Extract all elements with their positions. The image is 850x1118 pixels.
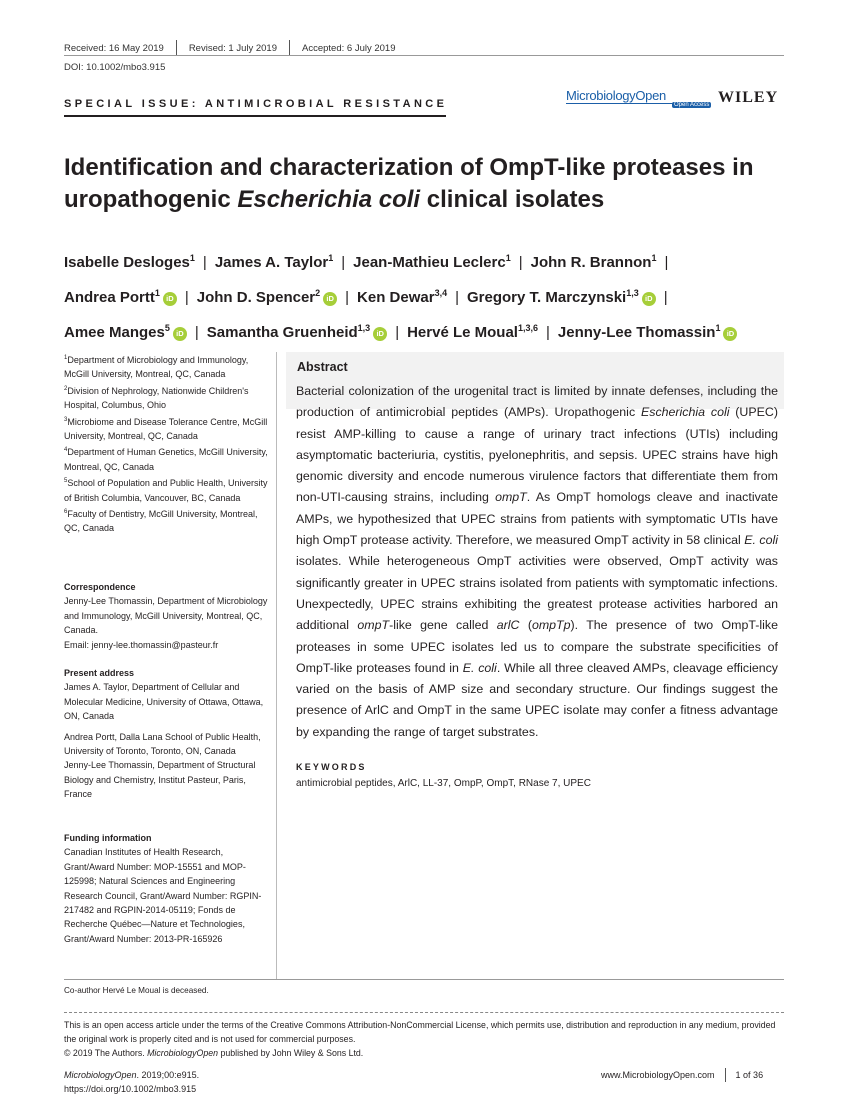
orcid-icon[interactable]: iD <box>173 327 187 341</box>
abstract-segment: isolates. While heterogeneous OmpT activities were observed, OmpT activity was significantly greater in UPEC strains isolated from patients with symptomatic infections. Unexpectedly, UPEC strains exhibiting the greatest protease activities harbored an additional <box>296 554 778 633</box>
author <box>407 324 538 341</box>
author-name: Ken Dewar <box>357 289 435 306</box>
author <box>207 324 387 341</box>
author-separator: | <box>664 254 669 271</box>
author-affiliation-number: 1,3 <box>626 288 639 298</box>
author-name: Jenny-Lee Thomassin <box>557 324 716 341</box>
copyright-text-end: published by John Wiley & Sons Ltd. <box>218 1048 364 1058</box>
divider <box>176 40 177 56</box>
license-block <box>64 1018 784 1060</box>
affiliation-number: 6 <box>64 509 68 516</box>
author <box>531 254 657 271</box>
affiliation <box>64 505 269 536</box>
author-separator: | <box>395 324 400 341</box>
author-affiliation-number: 1 <box>715 323 721 333</box>
abstract-segment: . While all three cleaved AMPs, cleavage efficiency varied on the basis of AMP size and secondary structure. Our findings suggest the presence of ArlC and OmpT in the same UPEC isolate may confer a fitness advantage by expanding the range of target substrates. <box>296 660 779 739</box>
affiliation-number: 3 <box>64 416 68 423</box>
title-species: Escherichia coli <box>237 186 421 213</box>
abstract-text <box>296 381 778 743</box>
journal-website[interactable]: www.MicrobiologyOpen.com <box>601 1070 715 1080</box>
author-name: John D. Spencer <box>196 289 316 306</box>
correspondence-text: Jenny-Lee Thomassin, Department of Microbiology and Immunology, McGill University, Montreal, QC, Canada. <box>64 596 268 636</box>
author-affiliation-number: 5 <box>164 323 170 333</box>
author-affiliation-number: 1 <box>328 253 334 263</box>
header-rule <box>64 55 784 56</box>
citation-url[interactable]: https://doi.org/10.1002/mbo3.915 <box>64 1084 197 1094</box>
affiliation <box>64 474 269 505</box>
author-name: James A. Taylor <box>214 254 329 271</box>
abstract-segment: -like gene called <box>389 618 497 633</box>
abstract-italic: ompTp <box>531 618 571 633</box>
author <box>64 289 177 306</box>
revised-date: Revised: 1 July 2019 <box>188 42 278 54</box>
author-affiliation-number: 1 <box>154 288 160 298</box>
author-affiliation-number: 3,4 <box>434 288 448 298</box>
deceased-note: Co-author Hervé Le Moual is deceased. <box>64 986 209 995</box>
present-address <box>64 666 269 802</box>
affiliation-number: 4 <box>64 447 68 454</box>
author-separator: | <box>518 254 523 271</box>
affiliation-number: 5 <box>64 478 68 485</box>
author <box>353 254 511 271</box>
orcid-icon[interactable]: iD <box>723 327 737 341</box>
affiliation-text: Division of Nephrology, Nationwide Children's Hospital, Columbus, Ohio <box>64 385 249 411</box>
affiliation-text: Department of Human Genetics, McGill University, Montreal, QC, Canada <box>64 447 268 472</box>
affiliation <box>64 382 269 413</box>
author-separator: | <box>546 324 550 341</box>
citation-details: . 2019;00:e915. <box>136 1070 200 1080</box>
author-name: Jean-Mathieu Leclerc <box>353 254 506 271</box>
special-issue-underline <box>64 115 446 117</box>
abstract-segment: (UPEC) resist AMP-killing to cause a range of urinary tract infections (UTIs) including asymptomatic bacteriuria, cystitis, pyelonephritis, and sepsis. UPEC strains have high genomic diversity and encode numerous virulence factors that differentiate them from non-UTI-causing strains, including <box>296 405 778 505</box>
orcid-icon[interactable]: iD <box>373 327 387 341</box>
correspondence-heading: Correspondence <box>64 582 136 592</box>
affiliation <box>64 413 269 444</box>
affiliation-number: 1 <box>64 355 68 361</box>
author-separator: | <box>345 289 350 306</box>
present-address-entry: Andrea Portt, Dalla Lana School of Public Health, University of Toronto, Toronto, ON, Canada <box>64 731 261 757</box>
author-list <box>64 243 794 348</box>
author-separator: | <box>341 254 346 271</box>
author-affiliation-number: 2 <box>315 288 321 298</box>
author-affiliation-number: 1,3 <box>357 323 371 333</box>
copyright-line <box>64 1046 784 1060</box>
journal-logo: MicrobiologyOpen <box>566 88 666 103</box>
abstract-italic: Escherichia coli <box>640 405 730 420</box>
license-text: This is an open access article under the terms of the Creative Commons Attribution-NonCommercial License, which permits use, distribution and reproduction in any medium, provided the original work is properly cited and is not used for commercial purposes. <box>64 1020 776 1044</box>
copyright-journal: MicrobiologyOpen <box>147 1048 219 1058</box>
author <box>558 324 738 341</box>
affiliation <box>64 443 269 474</box>
column-divider <box>276 352 277 979</box>
received-date: Received: 16 May 2019 <box>64 42 164 54</box>
affiliation <box>64 351 269 382</box>
affiliations <box>64 351 269 536</box>
author <box>64 254 195 271</box>
citation-line <box>64 1068 199 1082</box>
funding-information <box>64 831 269 946</box>
author-name: Hervé Le Moual <box>407 324 518 341</box>
author-name: Andrea Portt <box>64 289 155 306</box>
abstract-italic: arlC <box>496 618 520 633</box>
author <box>215 254 333 271</box>
affiliation-text: Faculty of Dentistry, McGill University, Montreal, QC, Canada <box>64 509 258 534</box>
abstract-italic: E. coli <box>462 660 497 675</box>
author-separator: | <box>455 289 459 306</box>
orcid-icon[interactable]: iD <box>323 292 337 306</box>
author-name: Amee Manges <box>64 324 165 341</box>
page-info <box>601 1068 763 1082</box>
article-title <box>64 152 784 216</box>
open-access-badge: Open Access <box>674 102 710 108</box>
present-address-heading: Present address <box>64 668 135 678</box>
abstract-segment: . As OmpT homologs cleave and inactivate AMPs, we hypothesized that UPEC strains from patients with symptomatic UTIs have high OmpT protease activity. Therefore, we measured OmpT activity in 58 clinical <box>296 490 778 548</box>
footer-dashed-rule <box>64 1012 784 1013</box>
author-name: Isabelle Desloges <box>64 254 190 271</box>
author-name: Samantha Gruenheid <box>206 324 358 341</box>
abstract-italic: ompT <box>495 490 527 505</box>
abstract-italic: ompT <box>357 618 390 633</box>
present-address-entry: James A. Taylor, Department of Cellular and Molecular Medicine, University of Ottawa, Ottawa, ON, Canada <box>64 682 264 722</box>
correspondence <box>64 580 269 652</box>
keywords-heading: KEYWORDS <box>296 762 367 772</box>
funding-heading: Funding information <box>64 833 152 843</box>
abstract-segment: ). The presence of two OmpT-like proteases in some UPEC isolates led us to compare the substrate specificities of OmpT-like proteases found in <box>296 618 778 675</box>
copyright-text: © 2019 The Authors. <box>64 1048 148 1058</box>
divider <box>725 1068 726 1082</box>
author-separator: | <box>194 324 199 341</box>
abstract-segment: ( <box>519 618 532 633</box>
affiliation-text: Microbiome and Disease Tolerance Centre, McGill University, Montreal, QC, Canada <box>64 416 268 442</box>
author-name: Gregory T. Marczynski <box>467 289 627 306</box>
author <box>197 289 337 306</box>
doi[interactable]: DOI: 10.1002/mbo3.915 <box>64 62 166 73</box>
affiliation-text: School of Population and Public Health, University of British Columbia, Vancouver, BC, Canada <box>64 478 268 503</box>
author <box>467 289 656 306</box>
author-affiliation-number: 1 <box>189 253 195 263</box>
abstract-heading: Abstract <box>297 360 348 374</box>
footer-rule <box>64 979 784 980</box>
affiliation-text: Department of Microbiology and Immunology, McGill University, Montreal, QC, Canada <box>64 355 249 380</box>
article-dates <box>64 40 396 56</box>
funding-text: Canadian Institutes of Health Research, Grant/Award Number: MOP-15551 and MOP-125998; Natural Sciences and Engineering Research Council, Grant/Award Number: RGPIN-217482 and RGPIN-2014-05119; Fonds de Recherche Québec—Nature et Technologies, Grant/Award Number: 2013-PR-165926 <box>64 847 262 944</box>
title-text: Identification and characterization of OmpT-like proteases in uropathogenic <box>64 154 754 213</box>
author-affiliation-number: 1 <box>651 253 657 263</box>
present-address-entry: Jenny-Lee Thomassin, Department of Structural Biology and Chemistry, Institut Pasteur, Paris, France <box>64 760 256 800</box>
citation <box>64 1068 199 1096</box>
title-text-end: clinical isolates <box>420 186 605 213</box>
correspondence-email[interactable]: Email: jenny-lee.thomassin@pasteur.fr <box>64 639 219 650</box>
orcid-icon[interactable]: iD <box>642 292 656 306</box>
author <box>357 289 447 306</box>
page-number: 1 of 36 <box>735 1070 764 1080</box>
author <box>64 324 187 341</box>
abstract-italic: E. coli <box>744 533 778 548</box>
citation-journal: MicrobiologyOpen <box>64 1070 137 1080</box>
accepted-date: Accepted: 6 July 2019 <box>302 42 396 54</box>
author-separator: | <box>184 289 189 306</box>
abstract-segment: Bacterial colonization of the urogenital tract is limited by innate defenses, including the production of antimicrobial peptides (AMPs). Uropathogenic <box>296 384 778 420</box>
keywords-text: antimicrobial peptides, ArlC, LL-37, OmpP, OmpT, RNase 7, UPEC <box>296 778 591 789</box>
affiliation-number: 2 <box>64 385 68 392</box>
special-issue-label: SPECIAL ISSUE: ANTIMICROBIAL RESISTANCE <box>64 98 448 110</box>
author-name: John R. Brannon <box>530 254 652 271</box>
author-affiliation-number: 1,3,6 <box>517 323 538 333</box>
author-separator: | <box>202 254 207 271</box>
author-separator: | <box>663 289 668 306</box>
publisher-logo: WILEY <box>718 89 779 106</box>
divider <box>289 40 290 56</box>
author-affiliation-number: 1 <box>505 253 511 263</box>
orcid-icon[interactable]: iD <box>163 292 177 306</box>
